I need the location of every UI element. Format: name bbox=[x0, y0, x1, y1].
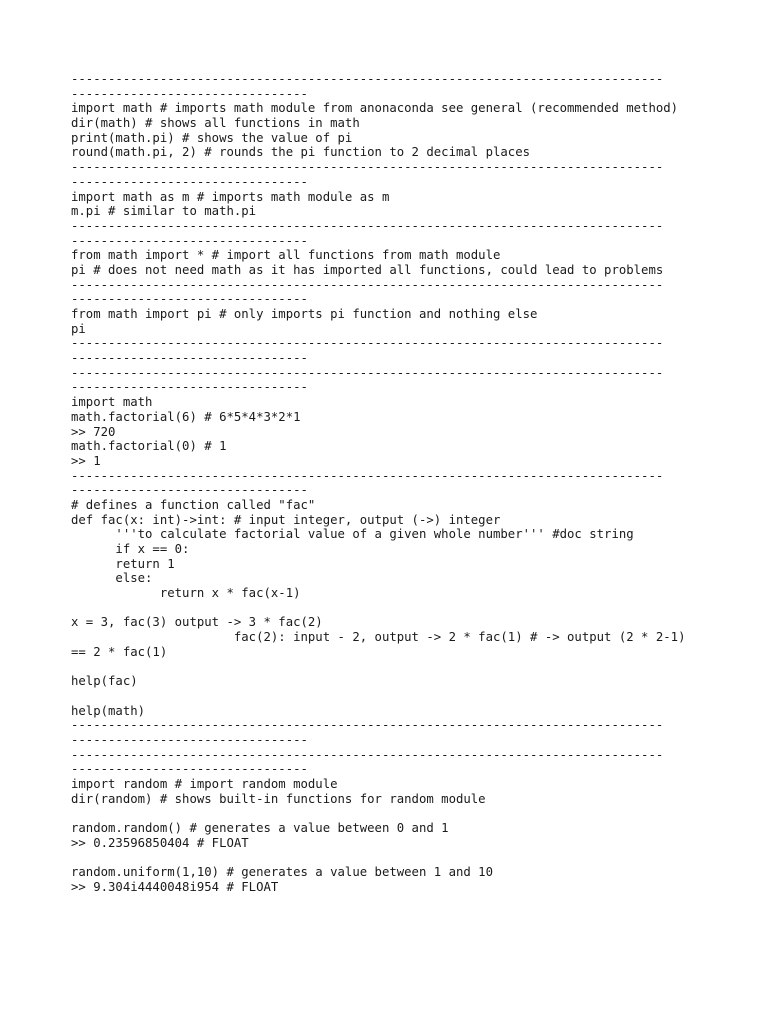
separator-line: -------------------------------- bbox=[71, 233, 308, 248]
text-line: x = 3, fac(3) output -> 3 * fac(2) bbox=[71, 615, 323, 630]
text-line: random.random() # generates a value between 0 and 1 bbox=[71, 821, 449, 836]
text-line: # defines a function called "fac" bbox=[71, 497, 316, 512]
text-line: import math # imports math module from anonaconda see general (recommended method) bbox=[71, 101, 679, 116]
separator-line: -------------------------------- bbox=[71, 732, 308, 747]
text-line: pi # does not need math as it has imported all functions, could lead to problems bbox=[71, 262, 664, 277]
text-line: fac(2): input - 2, output -> 2 * fac(1) # -> output (2 * 2-1) bbox=[71, 630, 686, 645]
text-line: def fac(x: int)->int: # input integer, output (->) integer bbox=[71, 512, 501, 527]
separator-line: -------------------------------------------------------------------------------- bbox=[71, 718, 664, 733]
blank-line bbox=[71, 601, 711, 616]
text-line: >> 1 bbox=[71, 453, 101, 468]
separator-line: -------------------------------------------------------------------------------- bbox=[71, 218, 664, 233]
text-line: import math as m # imports math module as m bbox=[71, 189, 390, 204]
separator-line: -------------------------------- bbox=[71, 292, 308, 307]
text-line: dir(random) # shows built-in functions for random module bbox=[71, 791, 486, 806]
text-line: help(fac) bbox=[71, 674, 138, 689]
text-line: == 2 * fac(1) bbox=[71, 644, 168, 659]
text-line: random.uniform(1,10) # generates a value between 1 and 10 bbox=[71, 865, 493, 880]
separator-line: -------------------------------------------------------------------------------- bbox=[71, 72, 664, 86]
text-line: m.pi # similar to math.pi bbox=[71, 204, 257, 219]
blank-line bbox=[71, 806, 711, 821]
text-line: math.factorial(6) # 6*5*4*3*2*1 bbox=[71, 409, 301, 424]
text-line: >> 720 bbox=[71, 424, 116, 439]
separator-line: -------------------------------------------------------------------------------- bbox=[71, 365, 664, 380]
text-line: return 1 bbox=[71, 556, 175, 571]
text-line: print(math.pi) # shows the value of pi bbox=[71, 130, 353, 145]
blank-line bbox=[71, 689, 711, 704]
text-line: help(math) bbox=[71, 703, 146, 718]
separator-line: -------------------------------- bbox=[71, 762, 308, 777]
text-line: else: bbox=[71, 571, 153, 586]
separator-line: -------------------------------------------------------------------------------- bbox=[71, 468, 664, 483]
text-line: >> 9.304i4440048i954 # FLOAT bbox=[71, 879, 279, 894]
separator-line: -------------------------------- bbox=[71, 351, 308, 366]
text-line: dir(math) # shows all functions in math bbox=[71, 116, 360, 131]
separator-line: -------------------------------------------------------------------------------- bbox=[71, 747, 664, 762]
text-line: pi bbox=[71, 321, 86, 336]
text-line: round(math.pi, 2) # rounds the pi function to 2 decimal places bbox=[71, 145, 531, 160]
blank-line bbox=[71, 850, 711, 865]
separator-line: -------------------------------------------------------------------------------- bbox=[71, 336, 664, 351]
text-line: import random # import random module bbox=[71, 777, 338, 791]
text-line: return x * fac(x-1) bbox=[71, 586, 301, 601]
code-notes-text bbox=[71, 72, 711, 895]
text-line: from math import * # import all functions from math module bbox=[71, 248, 501, 263]
blank-line bbox=[71, 660, 711, 675]
text-line: math.factorial(0) # 1 bbox=[71, 439, 227, 454]
separator-line: -------------------------------- bbox=[71, 174, 308, 189]
text-line: '''to calculate factorial value of a given whole number''' #doc string bbox=[71, 527, 634, 542]
text-line: import math bbox=[71, 395, 153, 410]
separator-line: -------------------------------- bbox=[71, 483, 308, 498]
text-line: from math import pi # only imports pi function and nothing else bbox=[71, 307, 538, 321]
separator-line: -------------------------------------------------------------------------------- bbox=[71, 160, 664, 175]
separator-line: -------------------------------------------------------------------------------- bbox=[71, 277, 664, 292]
separator-line: -------------------------------- bbox=[71, 380, 308, 395]
separator-line: -------------------------------- bbox=[71, 86, 308, 101]
text-line: >> 0.23596850404 # FLOAT bbox=[71, 835, 249, 850]
text-line: if x == 0: bbox=[71, 542, 190, 556]
